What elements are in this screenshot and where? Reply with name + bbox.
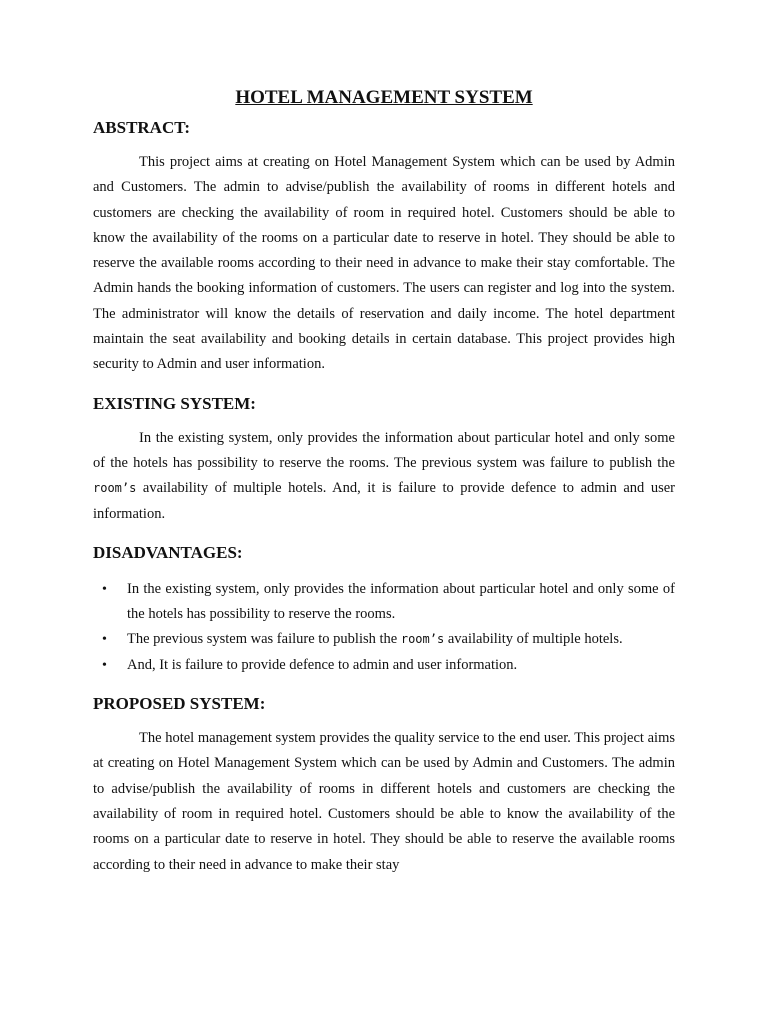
document-title: HOTEL MANAGEMENT SYSTEM — [235, 87, 533, 108]
list-item-text: In the existing system, only provides the information about particular hotel and only some of the hotels has possibility to reserve the rooms. — [127, 580, 675, 623]
bullet-icon: • — [102, 632, 107, 648]
disadvantages-section — [93, 541, 675, 678]
abstract-body: This project aims at creating on Hotel Management System which can be used by Admin and Customers. The admin to advise/publish the availability of rooms in different hotels and customers are checking the availability of room in required hotel. Customers should be able to know the availability of the rooms on a particular date to reserve in hotel. They should be able to reserve the available rooms according to their need in advance to make their stay comfortable. The Admin hands the booking information of customers. The users can register and log into the system. The administrator will know the details of reservation and daily income. The hotel department maintain the seat availability and booking details in certain database. This project provides high security to Admin and user information. — [93, 154, 675, 373]
abstract-section — [93, 116, 675, 378]
list-item-text: The previous system was failure to publish the — [127, 631, 401, 648]
existing-body-text-2: availability of multiple hotels. And, it is failure to provide defence to admin and user information. — [93, 480, 675, 522]
disadvantages-list — [93, 577, 675, 678]
list-item-mono: room’s — [400, 632, 445, 647]
abstract-heading: ABSTRACT: — [93, 118, 190, 137]
list-item — [93, 653, 675, 678]
bullet-icon: • — [102, 581, 107, 597]
existing-body-text-1: In the existing system, only provides the information about particular hotel and only some of the hotels has possibility to reserve the rooms. The previous system was failure to publish the — [93, 429, 675, 471]
existing-system-section — [93, 392, 675, 527]
disadvantages-heading: DISADVANTAGES: — [93, 542, 243, 562]
list-item — [93, 577, 675, 628]
proposed-system-heading: PROPOSED SYSTEM: — [93, 694, 266, 714]
list-item — [93, 627, 675, 652]
bullet-icon: • — [102, 657, 107, 673]
list-item-text-after: availability of multiple hotels. — [444, 631, 623, 648]
existing-system-body — [93, 426, 675, 527]
list-item-text: And, It is failure to provide defence to admin and user information. — [127, 656, 518, 673]
proposed-system-section — [93, 692, 675, 878]
document-page — [93, 84, 675, 878]
existing-system-heading: EXISTING SYSTEM: — [93, 393, 256, 413]
existing-body-mono: room’s — [93, 481, 137, 496]
proposed-system-body: The hotel management system provides the quality service to the end user. This project aims at creating on Hotel Management System which can be used by Admin and Customers. The admin to advise/publish the availability of rooms in different hotels and customers are checking the availability of room in required hotel. Customers should be able to know the availability of the rooms on a particular date to reserve in hotel. They should be able to reserve the available rooms according to their need in advance to make their stay — [93, 730, 675, 873]
